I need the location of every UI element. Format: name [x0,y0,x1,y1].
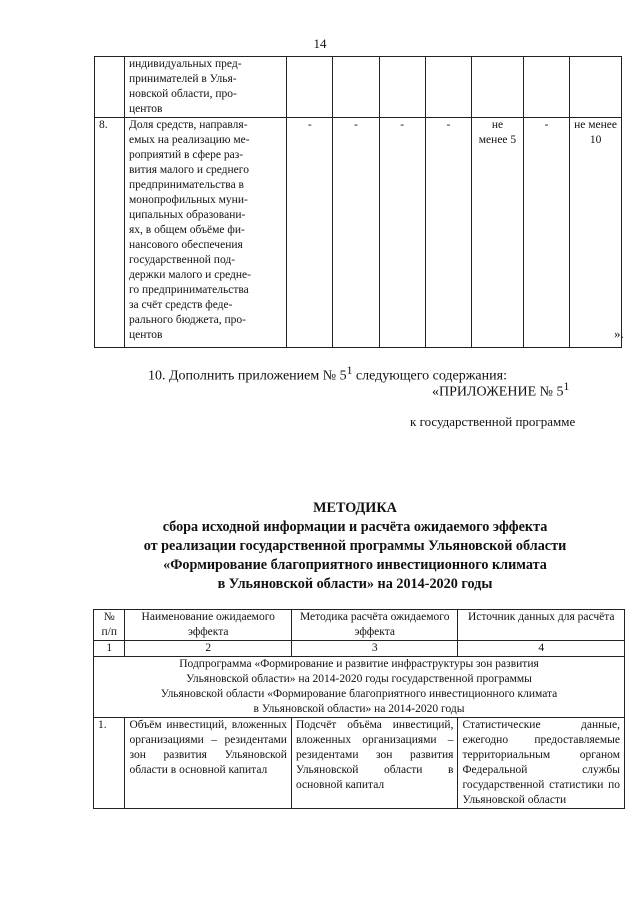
appendix-subtitle: к государственной программе [410,414,576,429]
table-row [95,118,622,348]
value-cell: - [333,118,379,348]
subprogram-row [94,657,625,718]
row-number: 8. [95,118,125,348]
indicator-description: индивидуальных пред- принимателей в Улья- новской области, про- центов [124,57,286,118]
row-number: 1. [94,718,125,809]
header-cell: Источник данных для расчёта [458,610,625,641]
indicators-table [94,56,622,348]
closing-quote: ». [614,326,624,341]
value-cell: - [287,118,333,348]
header-cell: Наименование ожидаемого эффекта [125,610,292,641]
appendix-label: «ПРИЛОЖЕНИЕ № $5^1$ [432,380,570,400]
methodology-table [93,609,625,809]
table-row [94,718,625,809]
value-cell: - [379,118,425,348]
methodology-title: МЕТОДИКА [313,500,397,516]
source-cell: Статистические данные, ежегодно предоставляемые территориальным органом Федеральной службы государственной статистики по Ульяновской области [458,718,625,809]
table-header-row [94,610,625,641]
column-number-row: 1 2 3 4 [94,641,625,657]
value-cell: - [425,118,471,348]
methodology-subtitle-line: «Формирование благоприятного инвестиционного климата [163,557,547,573]
value-cell: - [523,118,569,348]
subprogram-heading: Подпрограмма «Формирование и развитие инфраструктуры зон развития Ульяновской области» на 2014-2020 годы государственной программы Ульяновской области «Формирование благоприятного инвестиционного климата в Ульяновской области» на 2014-2020 годы [94,657,625,718]
indicator-description: Доля средств, направля- емых на реализацию ме- роприятий в сфере раз- вития малого и среднего предпринимательства в монопрофильных муни- ципальных образовани- ях, в общем объёме фи- нансового обеспечения государственной под- держки малого и средне- го предпринимательства за счёт средств феде- рального бюджета, про- центов [124,118,286,348]
method-cell: Подсчёт объёма инвестиций, вложенных организациями – резидентами зон развития Ульяновской области в основной капитал [291,718,458,809]
item-10-paragraph: 10. Дополнить приложением № $5^1$ следующего содержания: [148,364,507,384]
methodology-subtitle-line: в Ульяновской области» на 2014-2020 годы [217,576,493,592]
table-row [95,57,622,118]
effect-cell: Объём инвестиций, вложенных организациями – резидентами зон развития Ульяновской области в основной капитал [125,718,292,809]
header-cell: Методика расчёта ожидаемого эффекта [291,610,458,641]
page-number: 14 [313,36,327,51]
methodology-subtitle-line: от реализации государственной программы Ульяновской области [143,538,567,554]
header-cell: № п/п [94,610,125,641]
methodology-subtitle-line: сбора исходной информации и расчёта ожидаемого эффекта [162,519,548,535]
value-cell: не менее 5 [472,118,524,348]
value-cell: не менее 10 [570,118,622,348]
